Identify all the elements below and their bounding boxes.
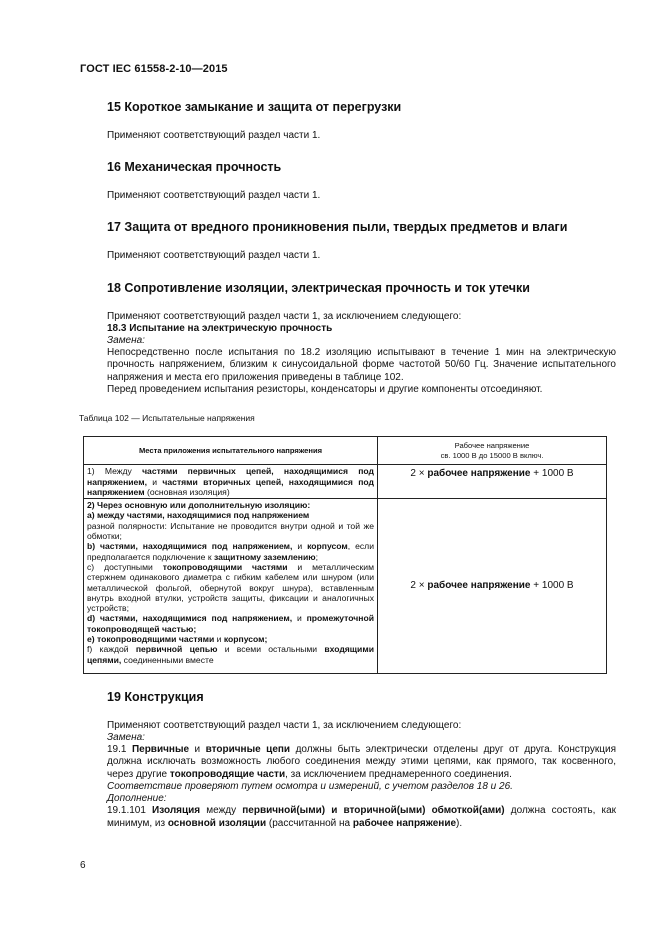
section-16-title: 16 Механическая прочность [107, 160, 282, 175]
table-caption: Таблица 102 — Испытательные напряжения [79, 413, 255, 424]
row1-and: и [146, 476, 163, 487]
table-row [84, 499, 607, 674]
row2-item-f-inputs: входящими цепями, [87, 644, 374, 665]
row1-bold-primary: частями первичных цепей, находящимися под напряжением, [87, 466, 374, 487]
test-voltage-table [83, 436, 607, 674]
replacement-label: Замена: [107, 335, 145, 347]
row1-text: 1) Между [87, 466, 143, 477]
table-header-row [84, 437, 607, 465]
addition-label: Дополнение: [107, 793, 167, 805]
section-18-paragraph-2: Перед проведением испытания резисторы, конденсаторы и другие компоненты отсоединяют. [107, 383, 543, 395]
clause-19-1-101 [79, 805, 616, 829]
section-19-intro: Применяют соответствующий раздел части 1, за исключением следующего: [107, 719, 462, 731]
clause-19-1-101-basic: основной изоляции [167, 817, 267, 829]
section-15-text: Применяют соответствующий раздел части 1. [107, 130, 321, 141]
section-18-intro: Применяют соответствующий раздел части 1, за исключением следующего: [107, 310, 462, 322]
row2-voltage [378, 499, 607, 674]
row1-voltage-bold: рабочее напряжение [427, 468, 531, 480]
row1-voltage-add: + 1000 В [530, 468, 574, 480]
row2-heading: 2) Через основную или дополнительную изоляцию: [87, 500, 311, 511]
row2-item-f-primary: первичной цепью [135, 644, 218, 655]
row2-item-f-text: f) каждой [87, 644, 136, 655]
row1-bold-secondary: частями вторичных цепей, находящимися под напряжением [87, 476, 375, 497]
page-content [79, 100, 616, 830]
row2-item-b-housing: корпусом [307, 541, 348, 552]
replacement-label-19: Замена: [107, 732, 145, 744]
section-15-title: 15 Короткое замыкание и защита от перегрузки [107, 100, 402, 114]
row2-item-c-rest: и металлическим стержнем одинакового диаметра с гибким кабелем или шнуром (или металлической фольгой, обернутой вокруг шнура), вставленным внутрь входной втулки, устройств защиты, фиксации и аналогичных устройств; [87, 561, 375, 614]
clause-19-1-and: и [189, 744, 206, 756]
row2-item-b-bold: b) частями, находящимися под напряжением, [87, 541, 293, 552]
clause-19-1-101-end: ). [456, 817, 463, 829]
clause-19-1-101-number: 19.1.101 [107, 805, 153, 817]
row2-item-e-and: и [214, 633, 224, 644]
clause-19-1-101-insulation: Изоляция [152, 805, 201, 817]
row2-item-c-bold: токопроводящими частями [162, 561, 288, 572]
row2-item-c-text: с) доступными [87, 561, 163, 572]
document-header: ГОСТ IEC 61558-2-10—2015 [80, 63, 228, 75]
row2-item-f-mid: и всеми остальными [217, 644, 325, 655]
clause-19-1-number: 19.1 [107, 744, 132, 756]
row2-item-a-bold: а) между частями, находящимися под напряжением [87, 510, 310, 521]
voltage-header-line1: Рабочее напряжение [454, 440, 530, 450]
clause-19-1-101-between: между [200, 805, 243, 817]
clause-19-1-101-rated: (рассчитанной на [266, 817, 353, 829]
row2-item-e-housing: корпусом; [223, 633, 268, 644]
table-header-location: Места приложения испытательного напряжения [84, 437, 378, 465]
page-number: 6 [80, 860, 86, 871]
compliance-statement: Соответствие проверяют путем осмотра и измерений, с учетом разделов 18 и 26. [107, 780, 513, 792]
table-row [84, 465, 607, 499]
row2-item-f-end: соединенными вместе [121, 654, 214, 665]
voltage-header-line2: св. 1000 В до 15000 В включ. [440, 450, 544, 460]
clause-19-1-101-windings: первичной(ыми) и вторичной(ыми) обмоткой(ами) [242, 805, 505, 817]
row2-item-e-bold: е) токопроводящими частями [87, 633, 215, 644]
clause-19-1-primary: Первичные [131, 744, 190, 756]
row2-voltage-factor: 2 × [410, 579, 428, 591]
clause-19-1-conductive: токопроводящие части [169, 768, 286, 780]
row1-voltage [378, 465, 607, 499]
row2-voltage-add: + 1000 В [530, 579, 574, 591]
clause-19-1 [79, 744, 616, 781]
row2-item-b-end: ; [315, 551, 318, 562]
row2-item-b-earthing: защитному заземлению [213, 551, 316, 562]
row2-location [84, 499, 378, 674]
table-header-voltage [378, 437, 607, 465]
clause-19-1-secondary: вторичные цепи [205, 744, 291, 756]
row1-location [84, 465, 378, 499]
row2-item-d-part: промежуточной токопроводящей частью; [87, 613, 375, 634]
section-18-title: 18 Сопротивление изоляции, электрическая прочность и ток утечки [107, 280, 530, 295]
row2-item-b-text: , если предполагается подключение к [87, 541, 374, 562]
row2-item-d-and: и [292, 613, 307, 624]
subsection-18-3-title: 18.3 Испытание на электрическую прочность [107, 322, 333, 334]
row2-item-b-and: и [292, 541, 308, 552]
row2-item-d-bold: d) частями, находящимися под напряжением, [87, 613, 293, 624]
row1-insulation: (основная изоляция) [144, 486, 230, 497]
row2-item-a-text: разной полярности: Испытание не проводится внутри одной и той же обмотки; [87, 520, 374, 542]
clause-19-1-101-voltage: рабочее напряжение [352, 817, 457, 829]
section-17-title: 17 Защита от вредного проникновения пыли, твердых предметов и влаги [107, 220, 568, 235]
row1-voltage-factor: 2 × [410, 468, 428, 480]
clause-19-1-101-text: должна состоять, как минимум, из [107, 805, 617, 829]
clause-19-1-end: , за исключением преднамеренного соединения. [285, 768, 512, 780]
clause-19-1-text: должны быть электрически отделены друг от друга. Конструкция должна исключать возможность любого соединения между этими цепями, как прямого, так косвенного, через другие [107, 744, 616, 780]
row2-voltage-bold: рабочее напряжение [427, 579, 531, 591]
section-17-text: Применяют соответствующий раздел части 1. [107, 250, 321, 262]
section-16-text: Применяют соответствующий раздел части 1. [107, 190, 321, 202]
section-19-title: 19 Конструкция [107, 689, 204, 704]
section-18-paragraph-1: Непосредственно после испытания по 18.2 изоляцию испытывают в течение 1 мин на электрическую прочность напряжением, близким к синусоидальной форме частотой 50/60 Гц. Значение испытательного напряжения и места его приложения приведены в таблице 102. [107, 347, 616, 383]
